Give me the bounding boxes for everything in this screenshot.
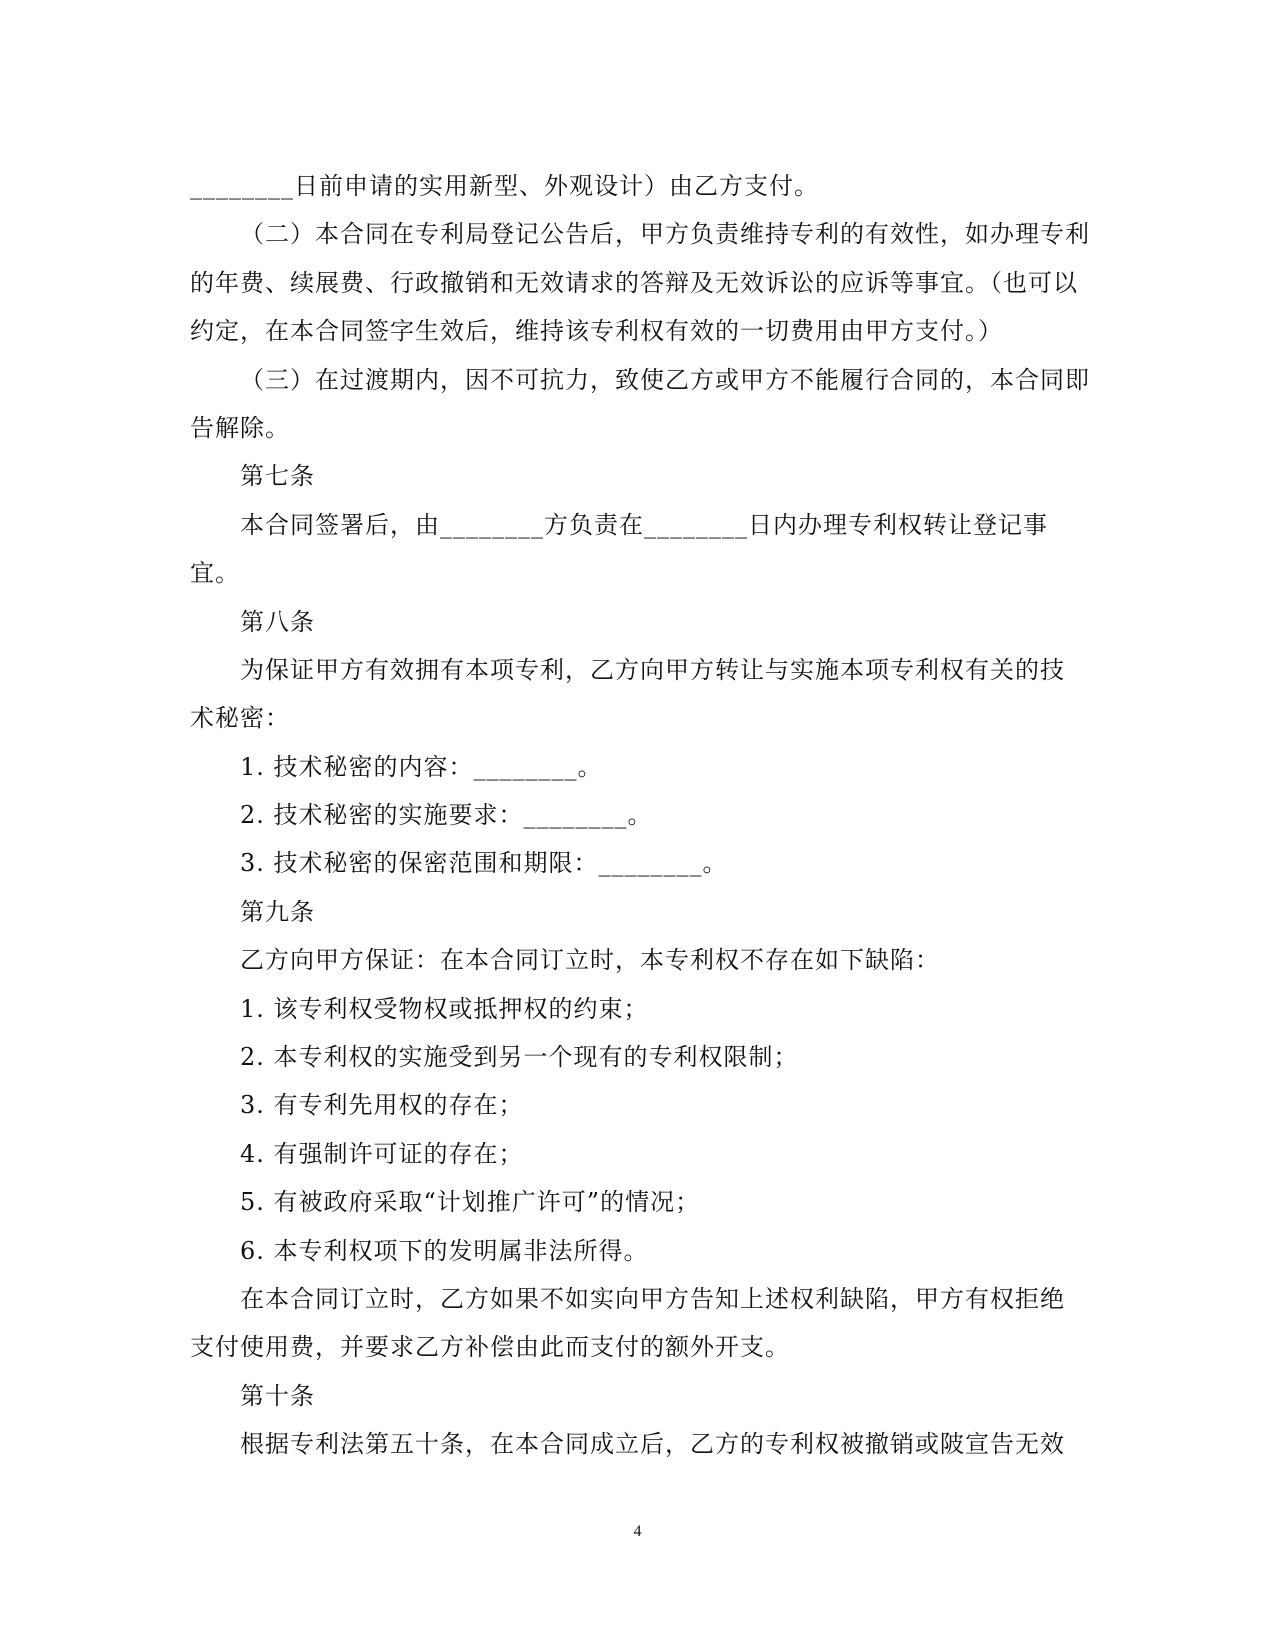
list-item: 1. 该专利权受物权或抵押权的约束； <box>240 994 649 1023</box>
text-line: 术秘密： <box>190 704 290 733</box>
list-item: 2. 技术秘密的实施要求：________。 <box>240 801 653 830</box>
list-item: 5. 有被政府采取“计划推广许可”的情况； <box>240 1188 701 1217</box>
article-heading: 第八条 <box>240 607 315 636</box>
text-line: 宜。 <box>190 559 240 588</box>
text-line: 为保证甲方有效拥有本项专利，乙方向甲方转让与实施本项专利权有关的技 <box>240 655 1065 684</box>
article-heading: 第九条 <box>240 897 315 926</box>
article-heading: 第十条 <box>240 1381 315 1410</box>
text-line: 支付使用费，并要求乙方补偿由此而支付的额外开支。 <box>190 1333 790 1362</box>
text-line: 乙方向甲方保证：在本合同订立时，本专利权不存在如下缺陷： <box>240 946 940 975</box>
list-item: 4. 有强制许可证的存在； <box>240 1139 524 1168</box>
text-line: （三）在过渡期内，因不可抗力，致使乙方或甲方不能履行合同的，本合同即 <box>240 365 1090 394</box>
document-body <box>190 162 1090 1469</box>
text-line: 约定，在本合同签字生效后，维持该专利权有效的一切费用由甲方支付。） <box>190 317 1003 346</box>
page-number: 4 <box>633 1523 642 1540</box>
text-line: 在本合同订立时，乙方如果不如实向甲方告知上述权利缺陷，甲方有权拒绝 <box>240 1284 1065 1313</box>
list-item: 1. 技术秘密的内容：________。 <box>240 752 603 781</box>
text-line: ________日前申请的实用新型、外观设计）由乙方支付。 <box>190 172 819 200</box>
text-line: 的年费、续展费、行政撤销和无效请求的答辩及无效诉讼的应诉等事宜。（也可以 <box>190 268 1078 297</box>
text-line: 告解除。 <box>190 413 290 442</box>
text-line: 根据专利法第五十条，在本合同成立后，乙方的专利权被撤销或陂宣告无效 <box>240 1430 1065 1459</box>
text-line: （二）本合同在专利局登记公告后，甲方负责维持专利的有效性，如办理专利 <box>240 220 1090 249</box>
list-item: 6. 本专利权项下的发明属非法所得。 <box>240 1236 649 1265</box>
list-item: 3. 有专利先用权的存在； <box>240 1091 524 1120</box>
list-item: 2. 本专利权的实施受到另一个现有的专利权限制； <box>240 1043 799 1072</box>
text-line: 本合同签署后，由________方负责在________日内办理专利权转让登记事 <box>240 510 1048 539</box>
article-heading: 第七条 <box>240 462 315 491</box>
list-item: 3. 技术秘密的保密范围和期限：________。 <box>240 849 728 878</box>
